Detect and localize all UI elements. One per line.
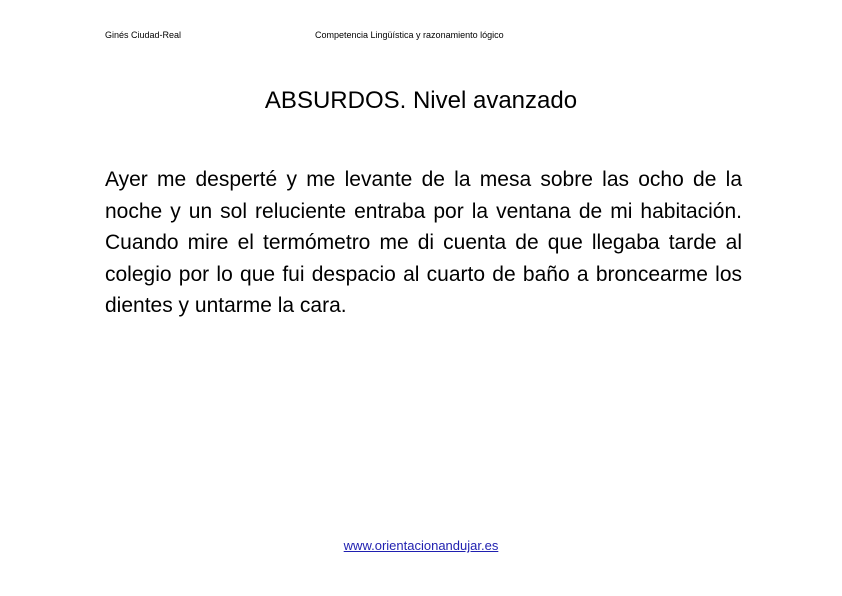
header-subject: Competencia Lingüística y razonamiento lógico bbox=[315, 30, 504, 40]
footer bbox=[0, 538, 842, 554]
page-title: ABSURDOS. Nivel avanzado bbox=[264, 87, 578, 114]
header-author: Ginés Ciudad-Real bbox=[105, 30, 182, 40]
website-link[interactable]: www.orientacionandujar.es bbox=[343, 538, 499, 553]
exercise-paragraph: Ayer me desperté y me levante de la mesa sobre las ocho de la noche y un sol reluciente entraba por la ventana de mi habitación. Cuando mire el termómetro me di cuenta de que llegaba tarde al colegio por lo que fui despacio al cuarto de baño a broncearme los dientes y untarme la cara. bbox=[105, 168, 742, 317]
